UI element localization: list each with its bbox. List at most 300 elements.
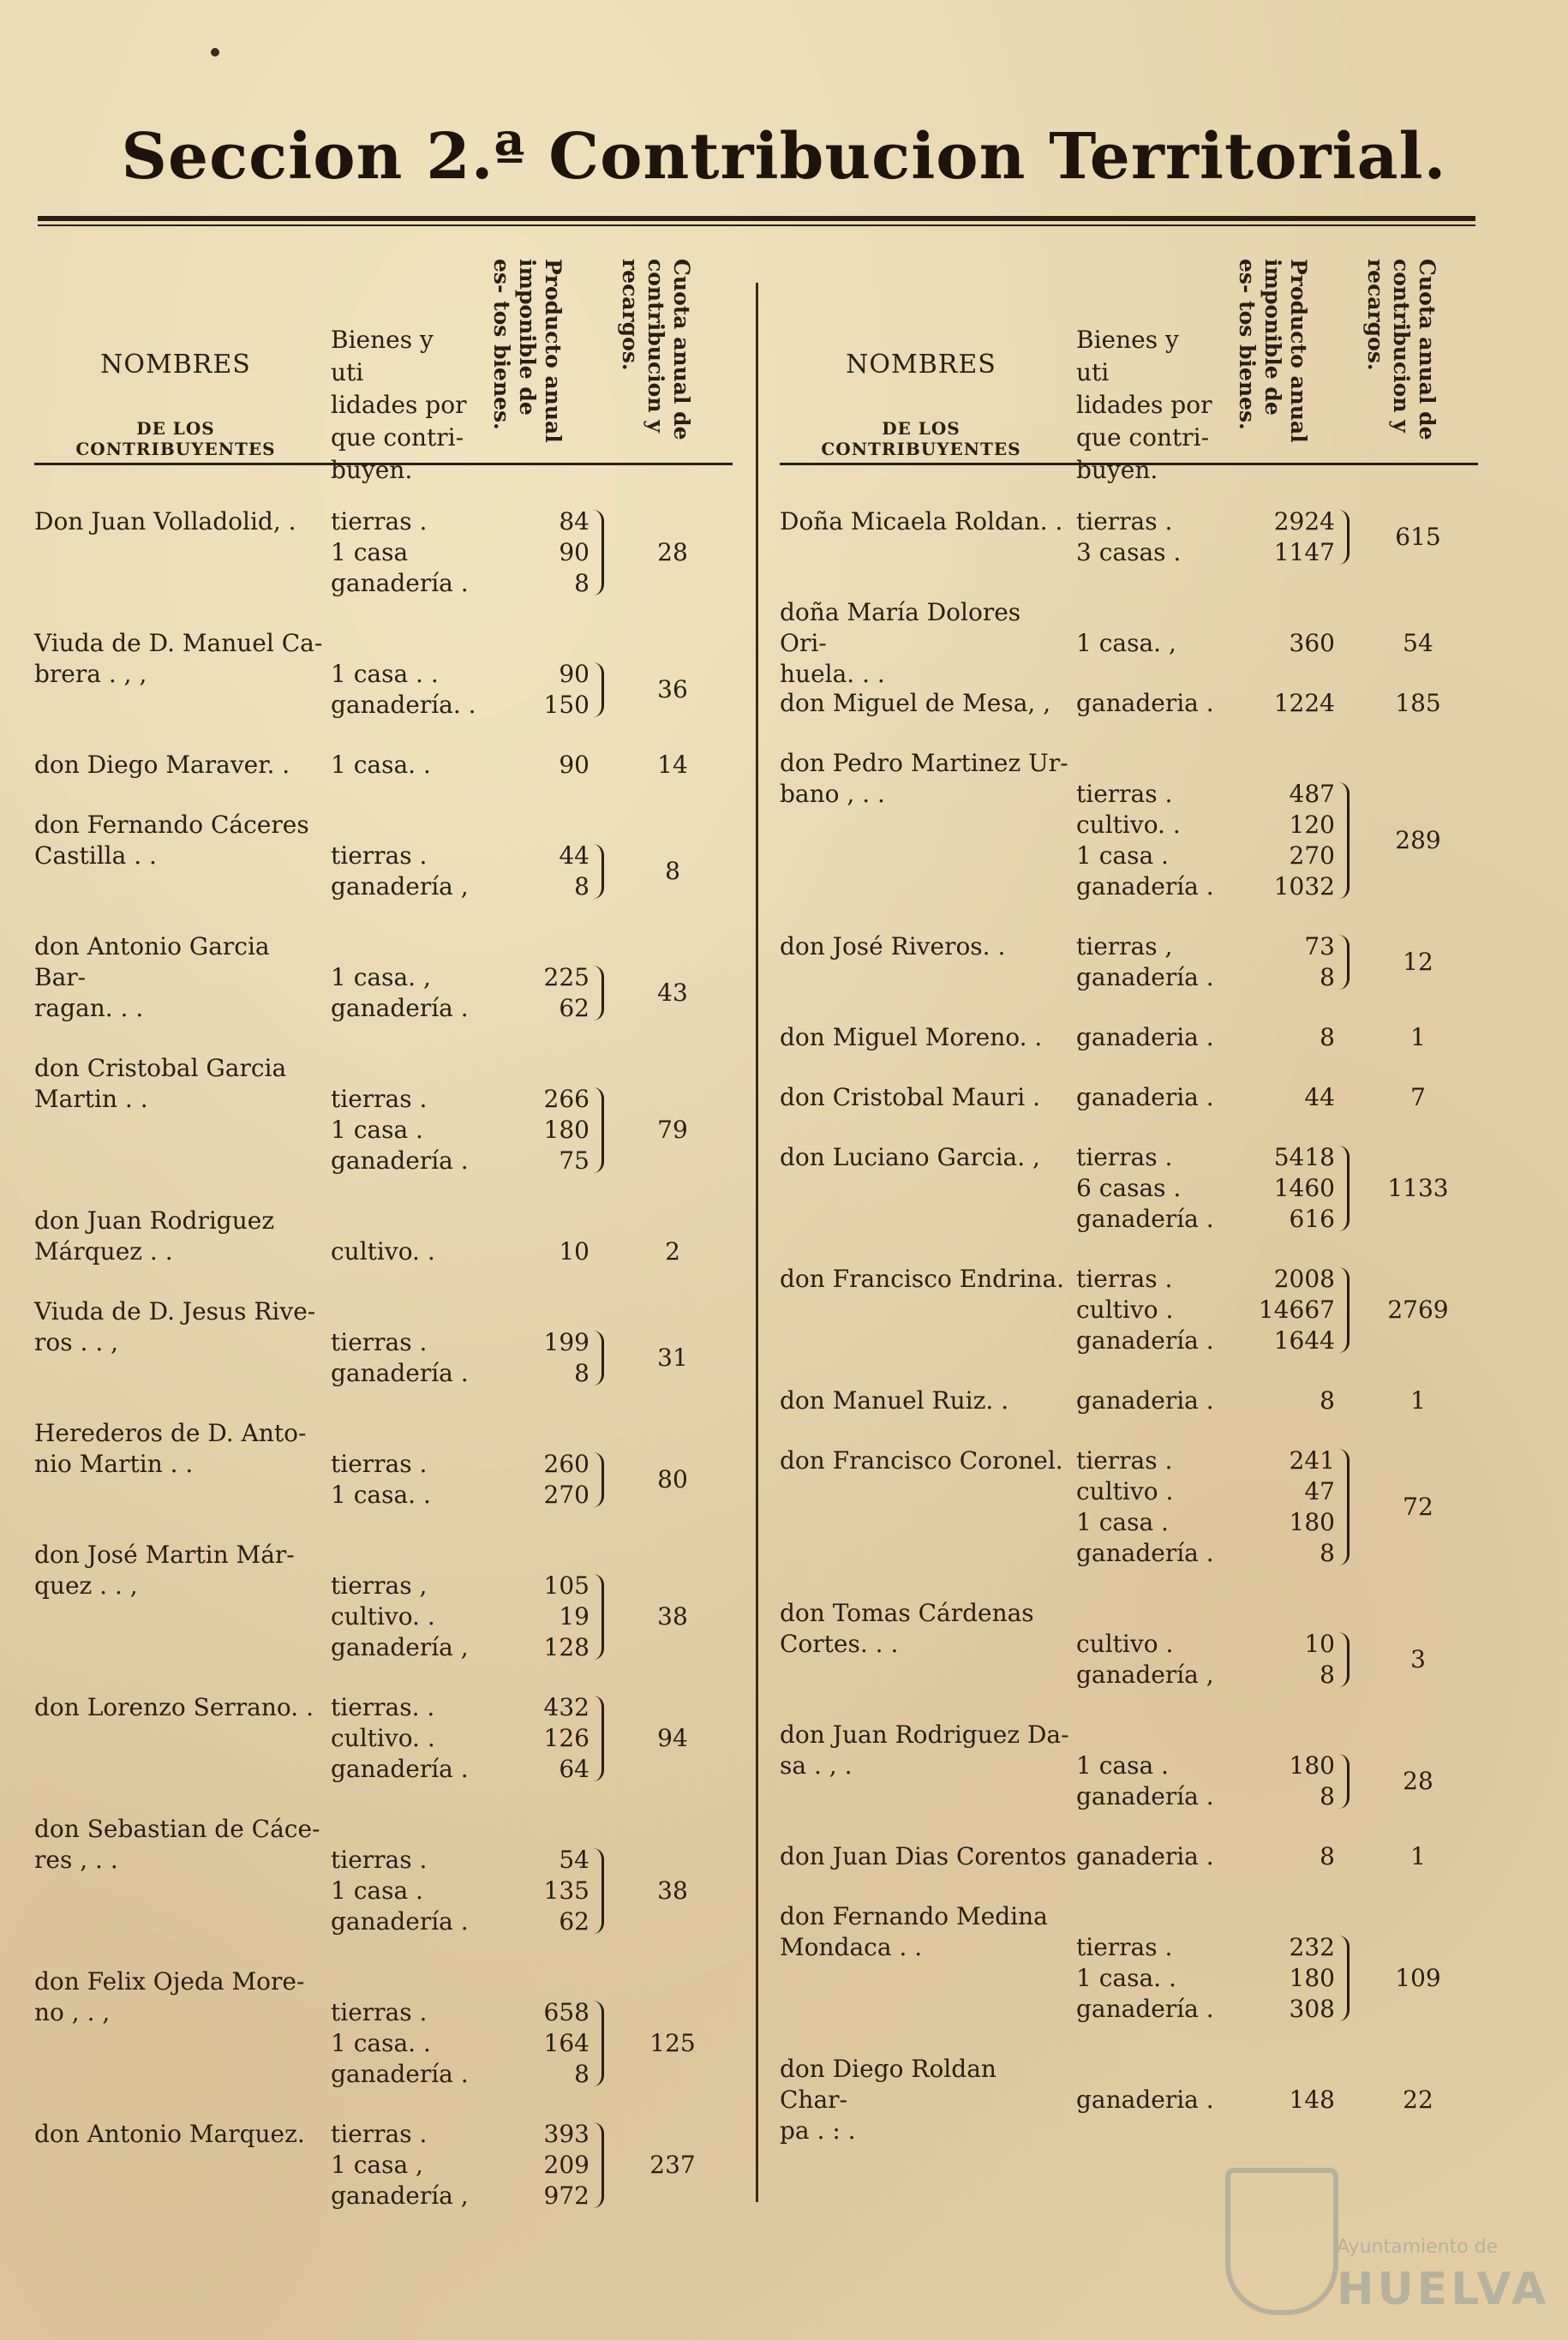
- goods-item: ganadería .: [1076, 1205, 1214, 1233]
- product-values: [497, 962, 589, 1024]
- grouping-brace: [593, 662, 604, 717]
- product-value: 19: [559, 1602, 589, 1631]
- taxpayer-name: [780, 1082, 1071, 1113]
- product-value: 5418: [1273, 1143, 1335, 1171]
- name-line: don Manuel Ruiz. .: [780, 1386, 1009, 1415]
- goods-item: tierras .: [1076, 1446, 1173, 1475]
- taxpayer-name: [780, 1901, 1071, 1963]
- product-value: 150: [543, 691, 589, 719]
- taxpayer-name: [34, 810, 326, 871]
- goods-item: 1 casa .: [331, 1116, 423, 1144]
- goods-item: ganaderia .: [1076, 1083, 1214, 1111]
- name-line: Herederos de D. Anto-: [34, 1419, 307, 1447]
- taxpayer-entry: [34, 1692, 733, 1785]
- goods-item: ganadería .: [331, 1146, 469, 1175]
- product-value: 14667: [1258, 1296, 1335, 1324]
- product-values: [497, 750, 589, 781]
- taxpayer-name: [780, 1385, 1071, 1416]
- product-values: [497, 1571, 589, 1663]
- goods-item: cultivo. .: [1076, 811, 1181, 839]
- product-value: 120: [1289, 811, 1335, 839]
- product-values: [1242, 688, 1335, 719]
- product-value: 47: [1304, 1477, 1335, 1505]
- name-line: Viuda de D. Manuel Ca-: [34, 629, 323, 657]
- product-values: [497, 506, 589, 599]
- goods-item: ganadería ,: [331, 1633, 469, 1661]
- name-line: Mondaca . .: [780, 1933, 923, 1961]
- goods-list: [1076, 628, 1220, 659]
- goods-list: [331, 841, 475, 902]
- goods-list: [1076, 1385, 1220, 1416]
- taxpayer-entry: [34, 1296, 733, 1389]
- product-values: [1242, 628, 1335, 659]
- header-cuota: Cuota anual de contribucion y recargos.: [1363, 259, 1439, 440]
- product-value: 393: [543, 2120, 589, 2148]
- name-line: Márquez . .: [34, 1237, 173, 1266]
- product-value: 360: [1289, 629, 1335, 657]
- product-value: 128: [543, 1633, 589, 1661]
- product-value: 8: [1320, 1386, 1335, 1415]
- name-line: Castilla . .: [34, 841, 157, 870]
- header-cuota: Cuota anual de contribucion y recargos.: [618, 259, 694, 440]
- name-line: Viuda de D. Jesus Rive-: [34, 1297, 316, 1326]
- taxpayer-entry: [780, 931, 1478, 993]
- name-line: don Cristobal Garcia: [34, 1054, 287, 1082]
- name-line: Don Juan Volladolid, .: [34, 507, 296, 536]
- goods-item: cultivo. .: [331, 1724, 435, 1752]
- taxpayer-name: [34, 931, 326, 1024]
- product-value: 232: [1289, 1933, 1335, 1961]
- goods-item: ganaderia .: [1076, 2086, 1214, 2114]
- goods-item: tierras .: [331, 841, 428, 870]
- grouping-brace: [1338, 1146, 1350, 1231]
- product-value: 616: [1289, 1205, 1335, 1233]
- archive-stamp: [1217, 2168, 1550, 2339]
- taxpayer-entry: [34, 1418, 733, 1511]
- product-value: 2008: [1273, 1265, 1335, 1293]
- grouping-brace: [593, 1574, 604, 1660]
- header-bienes: Bienes y uti lidades por que contri- buyen.: [331, 326, 467, 484]
- product-value: 8: [1320, 1782, 1335, 1810]
- taxpayer-entry: [34, 1540, 733, 1663]
- product-value: 8: [574, 872, 589, 901]
- goods-list: [331, 1449, 475, 1511]
- goods-item: cultivo .: [1076, 1477, 1174, 1505]
- left-column: [34, 257, 733, 2210]
- column-header: [780, 257, 1478, 484]
- taxpayer-name: [34, 1814, 326, 1876]
- taxpayer-name: [780, 1445, 1071, 1476]
- header-bienes: Bienes y uti lidades por que contri- buyen.: [1076, 326, 1212, 484]
- goods-list: [1076, 1932, 1220, 2025]
- product-values: [497, 1327, 589, 1389]
- product-value: 54: [559, 1846, 589, 1874]
- product-value: 180: [1289, 1751, 1335, 1780]
- product-value: 270: [543, 1481, 589, 1509]
- grouping-brace: [593, 510, 604, 595]
- product-value: 1224: [1273, 689, 1335, 717]
- annual-quota: 28: [1403, 1767, 1433, 1795]
- name-line: res , . .: [34, 1846, 118, 1874]
- product-values: [497, 1997, 589, 2090]
- product-values: [1242, 1932, 1335, 2025]
- annual-quota: 12: [1403, 948, 1433, 976]
- taxpayer-entry: [780, 1022, 1478, 1053]
- taxpayer-entry: [780, 1082, 1478, 1113]
- taxpayer-entry: [34, 2119, 733, 2211]
- grouping-brace: [593, 844, 604, 899]
- product-value: 199: [543, 1328, 589, 1356]
- taxpayer-name: [780, 1720, 1071, 1781]
- right-column: [780, 257, 1478, 2145]
- taxpayer-name: [34, 628, 326, 690]
- name-line: don Juan Dias Corentos: [780, 1842, 1067, 1870]
- name-line: sa . , .: [780, 1751, 853, 1780]
- goods-item: tierras. .: [331, 1693, 435, 1721]
- product-value: 2924: [1273, 507, 1335, 536]
- product-values: [1242, 1022, 1335, 1053]
- name-line: don Antonio Garcia Bar-: [34, 932, 270, 991]
- stamp-text: Ayuntamiento de: [1337, 2236, 1499, 2258]
- goods-item: cultivo. .: [331, 1237, 435, 1266]
- product-values: [497, 1692, 589, 1785]
- goods-item: 1 casa . .: [331, 660, 439, 688]
- taxpayer-entry: [780, 1445, 1478, 1569]
- goods-item: 1 casa ,: [331, 2151, 423, 2179]
- page-title: Seccion 2.ª Contribucion Territorial.: [121, 120, 1447, 194]
- title-rule-thick: [38, 216, 1475, 221]
- goods-item: cultivo. .: [331, 1602, 435, 1631]
- goods-item: 1 casa. ,: [331, 963, 431, 991]
- annual-quota: 1133: [1387, 1174, 1449, 1202]
- goods-item: tierras .: [1076, 780, 1173, 808]
- goods-item: 1 casa: [331, 538, 409, 566]
- product-value: 1032: [1273, 872, 1335, 901]
- goods-item: ganaderia .: [1076, 1386, 1214, 1415]
- goods-item: ganadería .: [331, 1359, 469, 1387]
- name-line: bano , . .: [780, 780, 885, 808]
- goods-list: [1076, 1629, 1220, 1691]
- annual-quota: 125: [649, 2029, 696, 2057]
- product-value: 972: [543, 2181, 589, 2210]
- name-line: Cortes. . .: [780, 1630, 899, 1658]
- product-value: 84: [559, 507, 589, 536]
- product-values: [497, 841, 589, 902]
- annual-quota: 14: [657, 751, 688, 779]
- product-values: [497, 1449, 589, 1511]
- product-value: 270: [1289, 841, 1335, 870]
- taxpayer-entry: [780, 1385, 1478, 1416]
- product-value: 8: [574, 2060, 589, 2088]
- goods-item: ganadería ,: [1076, 1661, 1214, 1689]
- product-values: [1242, 2085, 1335, 2116]
- product-value: 90: [559, 538, 589, 566]
- goods-item: tierras .: [1076, 507, 1173, 536]
- taxpayer-entry: [34, 810, 733, 902]
- name-line: don Felix Ojeda More-: [34, 1967, 305, 1996]
- taxpayer-entry: [780, 1264, 1478, 1356]
- goods-list: [331, 1692, 475, 1785]
- product-value: 148: [1289, 2086, 1335, 2114]
- taxpayer-name: [780, 1264, 1071, 1295]
- grouping-brace: [593, 966, 604, 1020]
- goods-item: cultivo .: [1076, 1630, 1174, 1658]
- goods-item: 6 casas .: [1076, 1174, 1182, 1202]
- name-line: ros . . ,: [34, 1328, 119, 1356]
- product-value: 8: [574, 569, 589, 597]
- taxpayer-entry: [780, 1901, 1478, 2025]
- goods-item: cultivo .: [1076, 1296, 1174, 1324]
- name-line: brera . , ,: [34, 660, 147, 688]
- taxpayer-entry: [34, 750, 733, 781]
- product-value: 180: [1289, 1964, 1335, 1992]
- annual-quota: 3: [1410, 1645, 1426, 1673]
- header-producto: Producto anual imponible de es- tos bienes.: [1235, 259, 1311, 443]
- goods-item: tierras .: [331, 2120, 428, 2148]
- product-values: [1242, 1264, 1335, 1356]
- taxpayer-entry: [780, 748, 1478, 902]
- product-values: [497, 2119, 589, 2211]
- ink-spot: [211, 48, 219, 57]
- name-line: don Tomas Cárdenas: [780, 1599, 1034, 1627]
- taxpayer-name: [780, 1022, 1071, 1053]
- name-line: don Luciano Garcia. ,: [780, 1143, 1040, 1171]
- product-value: 209: [543, 2151, 589, 2179]
- title-rule-thin: [38, 224, 1475, 226]
- goods-list: [331, 1571, 475, 1663]
- goods-item: ganadería .: [331, 1907, 469, 1936]
- goods-list: [331, 659, 475, 721]
- grouping-brace: [1338, 510, 1350, 565]
- goods-list: [331, 1845, 475, 1937]
- annual-quota: 7: [1410, 1083, 1426, 1111]
- product-value: 164: [543, 2029, 589, 2057]
- annual-quota: 79: [657, 1116, 688, 1144]
- product-value: 1644: [1273, 1326, 1335, 1355]
- name-line: pa . : .: [780, 2116, 856, 2145]
- goods-item: ganadería .: [1076, 1782, 1214, 1810]
- taxpayer-entry: [34, 1053, 733, 1176]
- goods-item: ganadería .: [331, 994, 469, 1022]
- goods-item: tierras .: [1076, 1143, 1173, 1171]
- product-value: 10: [559, 1237, 589, 1266]
- taxpayer-entry: [780, 2054, 1478, 2145]
- taxpayer-name: [34, 1540, 326, 1601]
- goods-list: [1076, 1082, 1220, 1113]
- annual-quota: 2769: [1387, 1296, 1449, 1324]
- product-value: 180: [543, 1116, 589, 1144]
- header-nombres: NOMBRES: [100, 350, 251, 380]
- grouping-brace: [1338, 1936, 1350, 2021]
- goods-item: tierras .: [331, 1328, 428, 1356]
- taxpayer-name: [780, 506, 1071, 537]
- product-value: 1460: [1273, 1174, 1335, 1202]
- goods-item: 1 casa .: [1076, 1751, 1169, 1780]
- product-values: [1242, 506, 1335, 568]
- annual-quota: 28: [657, 538, 688, 566]
- goods-item: ganadería. .: [331, 691, 476, 719]
- goods-item: 1 casa. ,: [1076, 629, 1176, 657]
- taxpayer-entry: [34, 1814, 733, 1937]
- taxpayer-name: [34, 1296, 326, 1358]
- taxpayer-entry: [780, 688, 1478, 719]
- product-value: 432: [543, 1693, 589, 1721]
- header-contribuyentes: DE LOS CONTRIBUYENTES: [75, 418, 276, 459]
- name-line: nio Martin . .: [34, 1450, 194, 1478]
- goods-item: ganadería .: [1076, 1539, 1214, 1567]
- name-line: don Miguel de Mesa, ,: [780, 689, 1051, 717]
- grouping-brace: [1338, 935, 1350, 990]
- goods-list: [1076, 1751, 1220, 1812]
- column-header: [34, 257, 733, 484]
- product-value: 64: [559, 1755, 589, 1783]
- product-value: 10: [1304, 1630, 1335, 1658]
- product-values: [1242, 931, 1335, 993]
- grouping-brace: [1338, 1632, 1350, 1687]
- taxpayer-name: [34, 2119, 326, 2150]
- goods-list: [331, 2119, 475, 2211]
- taxpayer-entry: [34, 931, 733, 1024]
- goods-item: ganadería .: [331, 569, 469, 597]
- name-line: don Lorenzo Serrano. .: [34, 1693, 314, 1721]
- taxpayer-entry: [780, 1142, 1478, 1235]
- name-line: doña María Dolores Ori-: [780, 598, 1021, 657]
- goods-list: [331, 962, 475, 1024]
- product-value: 241: [1289, 1446, 1335, 1475]
- name-line: don Francisco Endrina.: [780, 1265, 1065, 1293]
- product-value: 75: [559, 1146, 589, 1175]
- product-value: 1147: [1273, 538, 1335, 566]
- taxpayer-name: [34, 1206, 326, 1267]
- name-line: don Juan Rodriguez Da-: [780, 1721, 1069, 1749]
- annual-quota: 36: [657, 675, 688, 703]
- goods-item: tierras .: [331, 507, 428, 536]
- product-values: [1242, 1142, 1335, 1235]
- product-value: 73: [1304, 932, 1335, 961]
- name-line: huela. . .: [780, 660, 885, 688]
- goods-item: 1 casa. .: [1076, 1964, 1176, 1992]
- grouping-brace: [593, 1087, 604, 1173]
- goods-item: ganadería ,: [331, 872, 469, 901]
- taxpayer-name: [34, 1053, 326, 1115]
- product-values: [497, 1845, 589, 1937]
- goods-item: ganadería .: [331, 1755, 469, 1783]
- name-line: don Fernando Medina: [780, 1902, 1048, 1930]
- name-line: no , . ,: [34, 1998, 111, 2026]
- taxpayer-entry: [780, 1720, 1478, 1812]
- annual-quota: 43: [657, 978, 688, 1007]
- name-line: don Francisco Coronel.: [780, 1446, 1063, 1475]
- grouping-brace: [593, 1331, 604, 1385]
- stamp-city: HUELVA: [1337, 2264, 1550, 2315]
- product-values: [1242, 779, 1335, 902]
- name-line: don Juan Rodriguez: [34, 1206, 275, 1235]
- goods-item: 1 casa .: [1076, 1508, 1169, 1536]
- shield-icon: [1225, 2168, 1338, 2315]
- grouping-brace: [593, 1452, 604, 1507]
- grouping-brace: [1338, 1754, 1350, 1809]
- annual-quota: 94: [657, 1724, 688, 1752]
- goods-item: 1 casa. .: [331, 2029, 431, 2057]
- annual-quota: 2: [665, 1237, 680, 1266]
- product-value: 266: [543, 1085, 589, 1113]
- goods-list: [1076, 1264, 1220, 1356]
- goods-list: [331, 1997, 475, 2090]
- header-producto: Producto anual imponible de es- tos bienes.: [489, 259, 566, 443]
- product-values: [1242, 1629, 1335, 1691]
- product-values: [497, 1084, 589, 1176]
- taxpayer-entry: [780, 1841, 1478, 1872]
- product-value: 8: [1320, 1842, 1335, 1870]
- taxpayer-name: [34, 506, 326, 537]
- annual-quota: 1: [1410, 1023, 1426, 1051]
- product-value: 8: [1320, 1661, 1335, 1689]
- taxpayer-name: [34, 750, 326, 781]
- goods-list: [1076, 779, 1220, 902]
- product-value: 62: [559, 1907, 589, 1936]
- product-value: 62: [559, 994, 589, 1022]
- product-value: 8: [1320, 1023, 1335, 1051]
- taxpayer-entry: [34, 1206, 733, 1267]
- goods-item: ganadería .: [1076, 1326, 1214, 1355]
- name-line: Martin . .: [34, 1085, 148, 1113]
- annual-quota: 237: [649, 2151, 696, 2179]
- taxpayer-entry: [780, 1598, 1478, 1691]
- product-value: 225: [543, 963, 589, 991]
- annual-quota: 80: [657, 1465, 688, 1493]
- taxpayer-entry: [34, 1966, 733, 2090]
- taxpayer-name: [780, 931, 1071, 962]
- product-value: 105: [543, 1571, 589, 1600]
- taxpayer-name: [780, 1841, 1071, 1872]
- taxpayer-entry: [780, 597, 1478, 688]
- annual-quota: 185: [1395, 689, 1441, 717]
- annual-quota: 54: [1403, 629, 1433, 657]
- goods-item: ganadería .: [331, 2060, 469, 2088]
- goods-item: tierras ,: [331, 1571, 428, 1600]
- goods-list: [1076, 1142, 1220, 1235]
- goods-list: [1076, 506, 1220, 568]
- goods-item: ganaderia .: [1076, 1842, 1214, 1870]
- goods-item: tierras .: [331, 1846, 428, 1874]
- taxpayer-name: [780, 2054, 1071, 2146]
- product-values: [497, 659, 589, 721]
- product-value: 8: [1320, 1539, 1335, 1567]
- goods-item: ganadería ,: [331, 2181, 469, 2210]
- name-line: don Sebastian de Cáce-: [34, 1815, 320, 1843]
- goods-list: [331, 1327, 475, 1389]
- product-values: [1242, 1841, 1335, 1872]
- product-value: 658: [543, 1998, 589, 2026]
- product-value: 44: [1304, 1083, 1335, 1111]
- taxpayer-name: [780, 1598, 1071, 1660]
- goods-item: ganadería .: [1076, 872, 1214, 901]
- annual-quota: 8: [665, 857, 680, 885]
- product-value: 260: [543, 1450, 589, 1478]
- goods-item: 1 casa .: [331, 1876, 423, 1905]
- product-values: [1242, 1082, 1335, 1113]
- annual-quota: 72: [1403, 1493, 1433, 1521]
- annual-quota: 109: [1395, 1964, 1441, 1992]
- product-values: [1242, 1751, 1335, 1812]
- name-line: don Fernando Cáceres: [34, 811, 309, 839]
- product-value: 180: [1289, 1508, 1335, 1536]
- goods-item: tierras .: [1076, 1265, 1173, 1293]
- goods-list: [1076, 2085, 1220, 2116]
- product-value: 90: [559, 751, 589, 779]
- goods-list: [1076, 1022, 1220, 1053]
- product-value: 308: [1289, 1995, 1335, 2023]
